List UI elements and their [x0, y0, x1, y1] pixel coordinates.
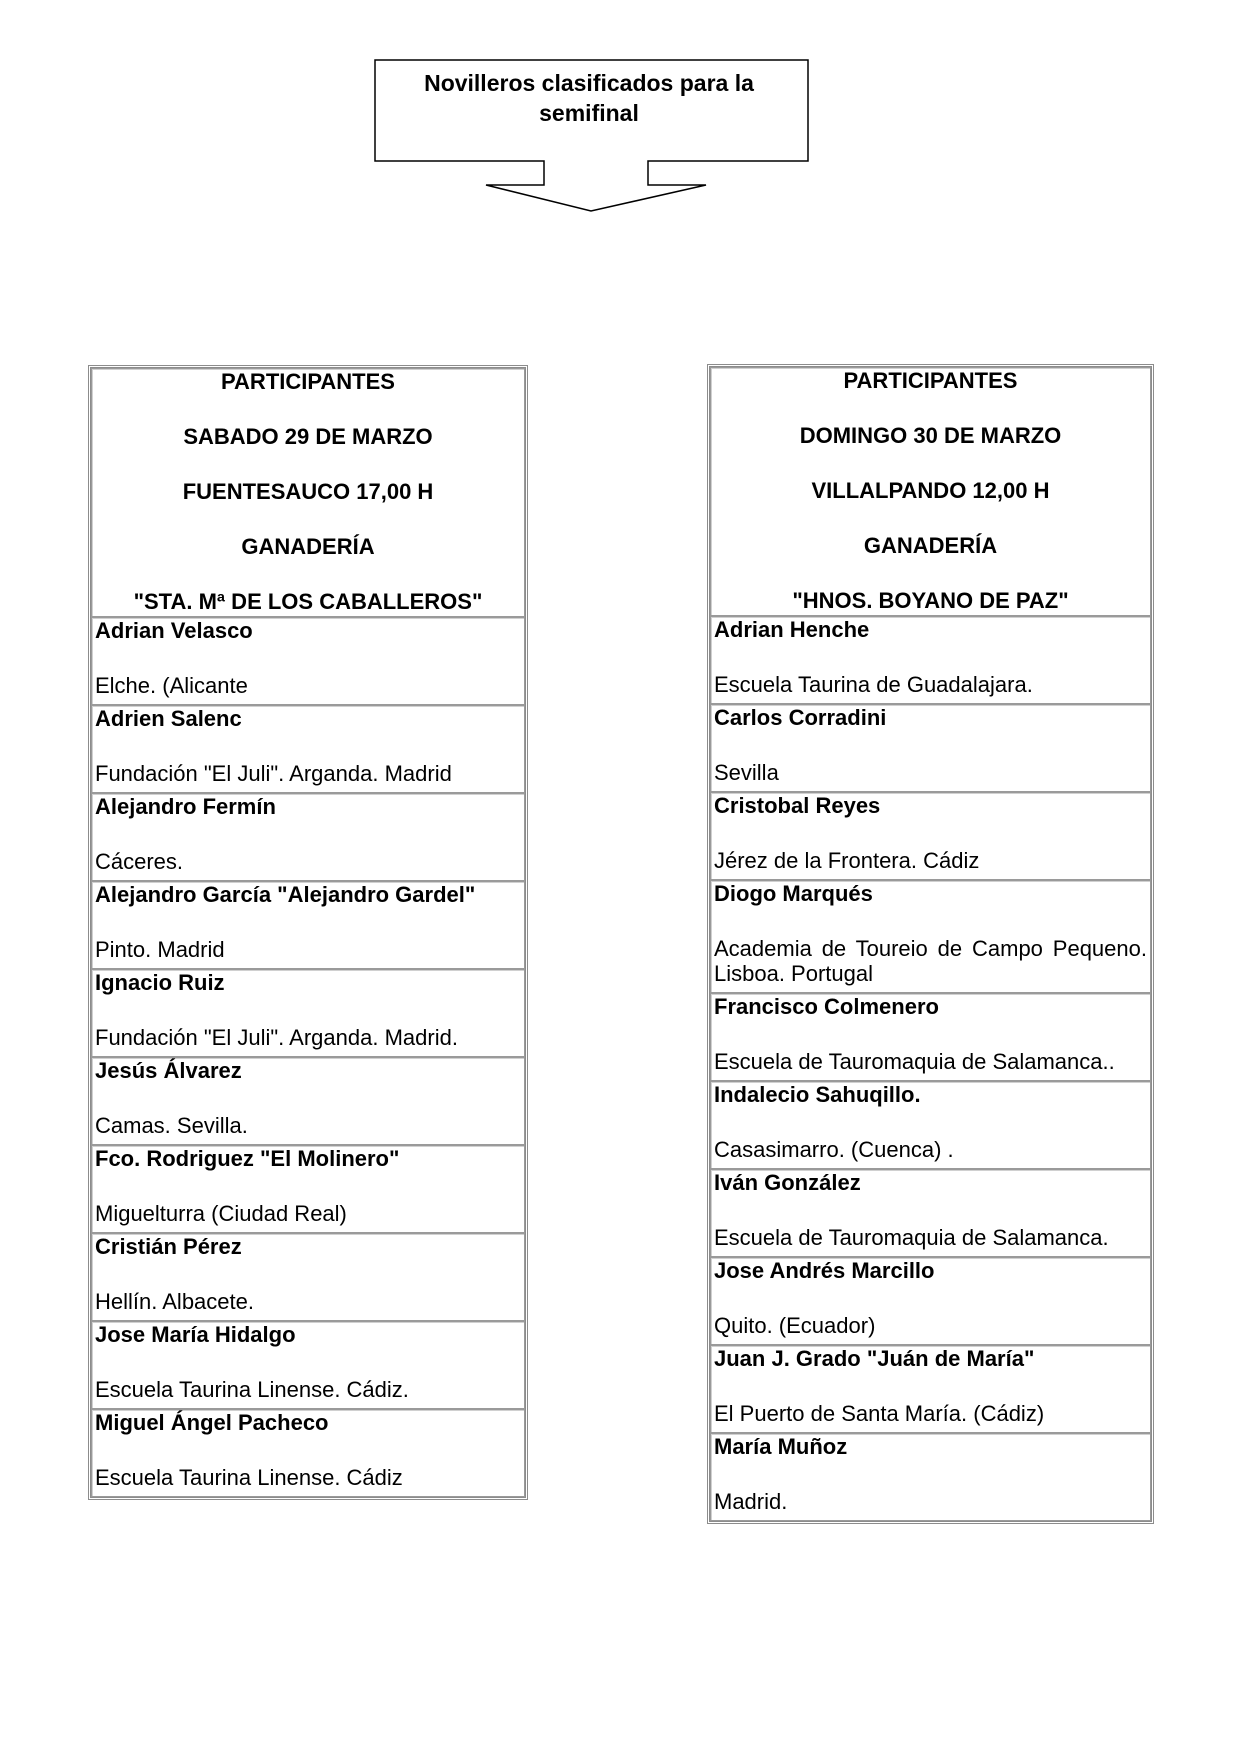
table-header-row [91, 368, 525, 617]
participant-row [91, 1233, 525, 1321]
participant-name: Alejandro García "Alejandro Gardel" [95, 882, 476, 907]
participant-row [91, 1321, 525, 1409]
participant-cell [91, 1321, 525, 1409]
participant-row [91, 793, 525, 881]
participant-place: El Puerto de Santa María. (Cádiz) [714, 1401, 1045, 1426]
participant-place: Escuela Taurina Linense. Cádiz [95, 1465, 403, 1490]
participant-place: Jérez de la Frontera. Cádiz [714, 848, 980, 873]
participant-name: Ignacio Ruiz [95, 970, 225, 995]
participant-row [91, 881, 525, 969]
participant-name: Francisco Colmenero [714, 994, 939, 1019]
participant-cell [710, 1433, 1151, 1521]
semifinal-callout [374, 59, 810, 214]
participant-place: Madrid. [714, 1489, 788, 1514]
participant-place: Escuela de Tauromaquia de Salamanca.. [714, 1049, 1115, 1074]
participant-cell [710, 704, 1151, 792]
participant-row [710, 993, 1151, 1081]
header-date: SABADO 29 DE MARZO [183, 424, 433, 449]
header-ganaderia-name: "STA. Mª DE LOS CABALLEROS" [133, 589, 483, 614]
participant-place: Sevilla [714, 760, 779, 785]
header-venue-time: VILLALPANDO 12,00 H [811, 478, 1050, 503]
participant-cell [710, 1081, 1151, 1169]
participant-place: Escuela Taurina de Guadalajara. [714, 672, 1033, 697]
participant-place: Quito. (Ecuador) [714, 1313, 876, 1338]
participant-cell [91, 1409, 525, 1497]
participant-cell [710, 1257, 1151, 1345]
participant-place: Elche. (Alicante [95, 673, 248, 698]
participant-name: Alejandro Fermín [95, 794, 276, 819]
participant-cell [710, 880, 1151, 993]
participant-place: Pinto. Madrid [95, 937, 225, 962]
participant-cell [710, 1169, 1151, 1257]
header-ganaderia-label: GANADERÍA [863, 533, 998, 558]
participant-row [91, 1057, 525, 1145]
participant-name: Jesús Álvarez [95, 1058, 242, 1083]
participant-place: Academia de Toureio de Campo Pequeno. Lisboa. Portugal [714, 936, 1147, 986]
participant-cell [710, 616, 1151, 704]
participant-row [710, 1081, 1151, 1169]
participant-place: Casasimarro. (Cuenca) . [714, 1137, 954, 1162]
participant-cell [91, 705, 525, 793]
participant-row [710, 704, 1151, 792]
participant-name: Diogo Marqués [714, 881, 873, 906]
participant-row [710, 616, 1151, 704]
participant-cell [91, 1057, 525, 1145]
participants-table-saturday [88, 365, 528, 1500]
participant-row [91, 969, 525, 1057]
participant-cell [91, 617, 525, 705]
participant-name: Cristián Pérez [95, 1234, 242, 1259]
participant-place: Camas. Sevilla. [95, 1113, 248, 1138]
header-ganaderia-label: GANADERÍA [241, 534, 375, 559]
participant-place: Miguelturra (Ciudad Real) [95, 1201, 347, 1226]
participant-name: Iván González [714, 1170, 861, 1195]
participant-place: Escuela Taurina Linense. Cádiz. [95, 1377, 409, 1402]
participant-cell [710, 993, 1151, 1081]
participant-name: Indalecio Sahuqillo. [714, 1082, 921, 1107]
participant-cell [91, 1233, 525, 1321]
participant-name: Miguel Ángel Pacheco [95, 1410, 329, 1435]
participant-name: Juan J. Grado "Juán de María" [714, 1346, 1035, 1371]
participant-row [710, 1257, 1151, 1345]
participant-row [710, 880, 1151, 993]
participant-row [710, 1169, 1151, 1257]
participant-place: Fundación "El Juli". Arganda. Madrid. [95, 1025, 458, 1050]
participant-place: Cáceres. [95, 849, 184, 874]
participant-name: María Muñoz [714, 1434, 848, 1459]
participant-name: Jose Andrés Marcillo [714, 1258, 935, 1283]
participant-name: Fco. Rodriguez "El Molinero" [95, 1146, 400, 1171]
participant-name: Carlos Corradini [714, 705, 887, 730]
participant-cell [710, 1345, 1151, 1433]
participant-row [710, 792, 1151, 880]
participant-name: Adrien Salenc [95, 706, 242, 731]
header-title: PARTICIPANTES [843, 368, 1018, 393]
participant-row [91, 617, 525, 705]
participant-place: Escuela de Tauromaquia de Salamanca. [714, 1225, 1109, 1250]
participant-name: Cristobal Reyes [714, 793, 881, 818]
table-header-cell [91, 368, 525, 617]
table-header-cell [710, 367, 1151, 616]
table-header-row [710, 367, 1151, 616]
participant-cell [91, 793, 525, 881]
participant-row [710, 1345, 1151, 1433]
callout-title: Novilleros clasificados para la semifinal [424, 70, 754, 126]
participant-cell [91, 1145, 525, 1233]
participant-row [710, 1433, 1151, 1521]
participant-name: Adrian Velasco [95, 618, 253, 643]
participant-place: Fundación "El Juli". Arganda. Madrid [95, 761, 452, 786]
participant-cell [91, 969, 525, 1057]
participant-cell [710, 792, 1151, 880]
participant-row [91, 1409, 525, 1497]
header-ganaderia-name: "HNOS. BOYANO DE PAZ" [792, 588, 1069, 613]
participant-row [91, 705, 525, 793]
header-date: DOMINGO 30 DE MARZO [799, 423, 1062, 448]
participant-name: Adrian Henche [714, 617, 870, 642]
participant-cell [91, 881, 525, 969]
header-title: PARTICIPANTES [221, 369, 395, 394]
participant-name: Jose María Hidalgo [95, 1322, 296, 1347]
participants-table-sunday [707, 364, 1154, 1524]
header-venue-time: FUENTESAUCO 17,00 H [182, 479, 434, 504]
participant-place: Hellín. Albacete. [95, 1289, 254, 1314]
participant-row [91, 1145, 525, 1233]
